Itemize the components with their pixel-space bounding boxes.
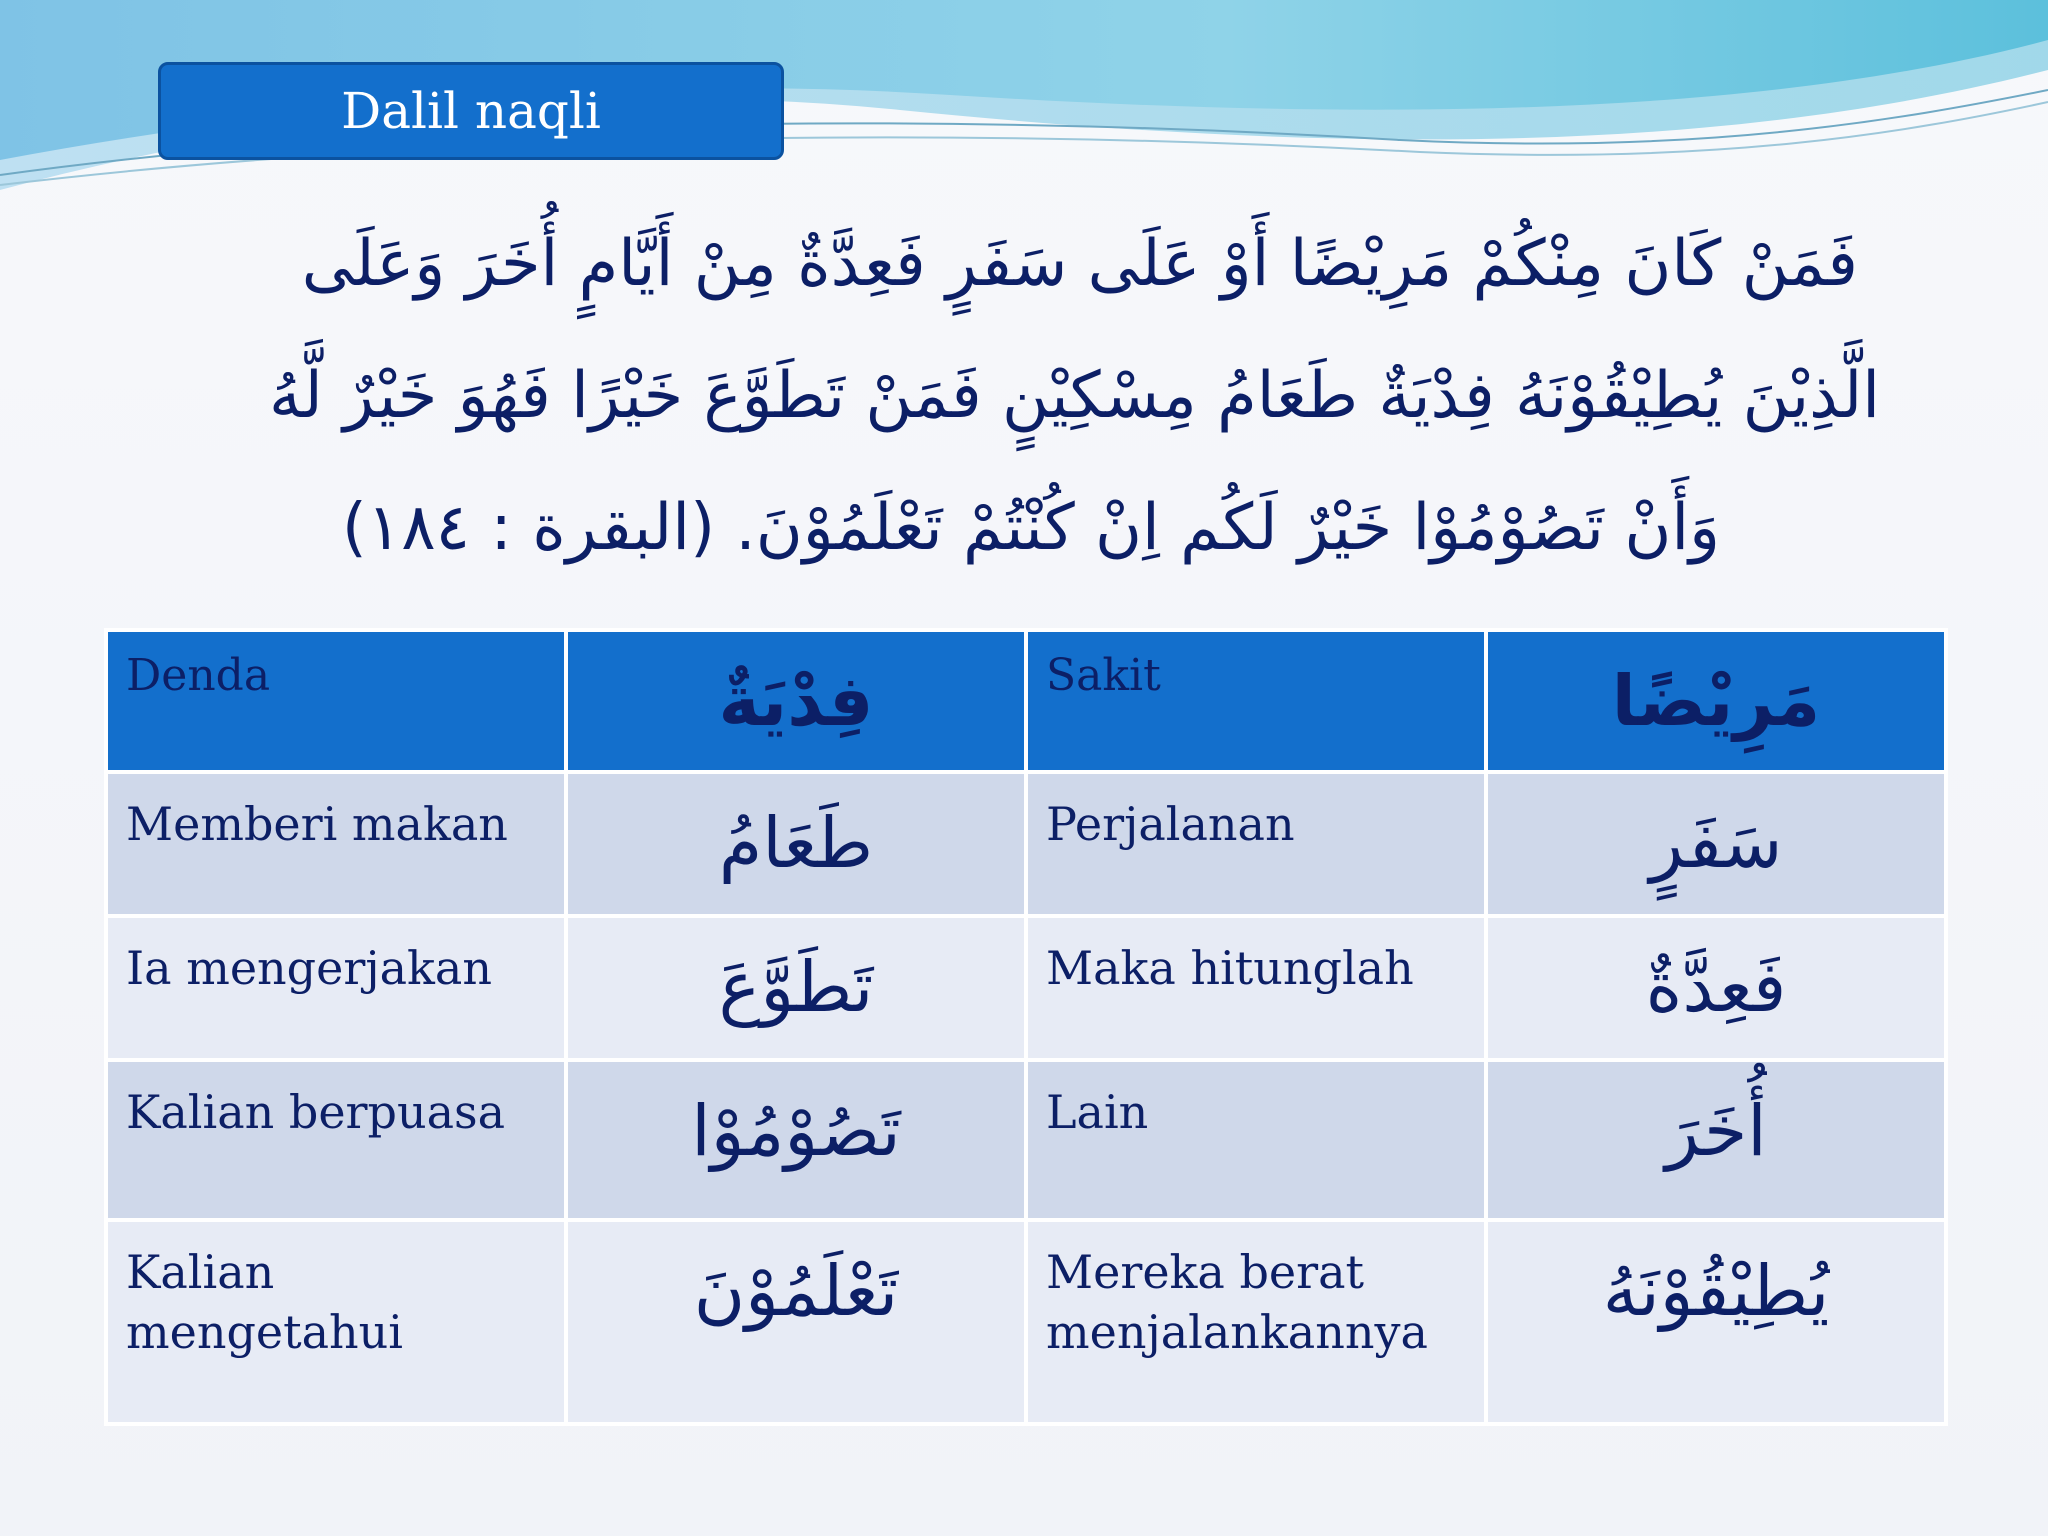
arabic-cell: تَعْلَمُوْنَ	[566, 1220, 1026, 1424]
meaning-cell: Perjalanan	[1026, 772, 1486, 916]
table-row	[106, 1060, 1946, 1220]
meaning-cell: Mereka berat menjalankannya	[1026, 1220, 1486, 1424]
meaning-cell: Ia mengerjakan	[106, 916, 566, 1060]
meaning-cell: Lain	[1026, 1060, 1486, 1220]
arabic-cell: تَطَوَّعَ	[566, 916, 1026, 1060]
table-row	[106, 772, 1946, 916]
meaning-cell: Kalian berpuasa	[106, 1060, 566, 1220]
header-cell-meaning: Sakit	[1026, 630, 1486, 772]
arabic-cell: طَعَامُ	[566, 772, 1026, 916]
table-header-row	[106, 630, 1946, 772]
slide-title: Dalil naqli	[158, 62, 784, 160]
table-row	[106, 916, 1946, 1060]
header-cell-meaning: Denda	[106, 630, 566, 772]
vocabulary-table	[104, 628, 1948, 1426]
header-cell-arabic: مَرِيْضًا	[1486, 630, 1946, 772]
meaning-cell: Maka hitunglah	[1026, 916, 1486, 1060]
meaning-cell: Memberi makan	[106, 772, 566, 916]
verse-line: فَمَنْ كَانَ مِنْكُمْ مَرِيْضًا أَوْ عَلَى سَفَرٍ فَعِدَّةٌ مِنْ أَيَّامٍ أُخَرَ وَعَلَى	[301, 227, 1858, 301]
header-cell-arabic: فِدْيَةٌ	[566, 630, 1026, 772]
arabic-cell: تَصُوْمُوْا	[566, 1060, 1026, 1220]
verse-line: الَّذِيْنَ يُطِيْقُوْنَهُ فِدْيَةٌ طَعَامُ مِسْكِيْنٍ فَمَنْ تَطَوَّعَ خَيْرًا فَهُوَ خَيْرٌ لَّهُ	[268, 359, 1880, 433]
meaning-cell: Kalian mengetahui	[106, 1220, 566, 1424]
table-row	[106, 1220, 1946, 1424]
arabic-cell: سَفَرٍ	[1486, 772, 1946, 916]
arabic-cell: أُخَرَ	[1486, 1060, 1946, 1220]
quran-verse	[100, 198, 1890, 594]
arabic-cell: فَعِدَّةٌ	[1486, 916, 1946, 1060]
arabic-cell: يُطِيْقُوْنَهُ	[1486, 1220, 1946, 1424]
verse-line: وَأَنْ تَصُوْمُوْا خَيْرٌ لَكُم اِنْ كُنْتُمْ تَعْلَمُوْنَ. (البقرة : ١٨٤)	[341, 491, 1720, 565]
